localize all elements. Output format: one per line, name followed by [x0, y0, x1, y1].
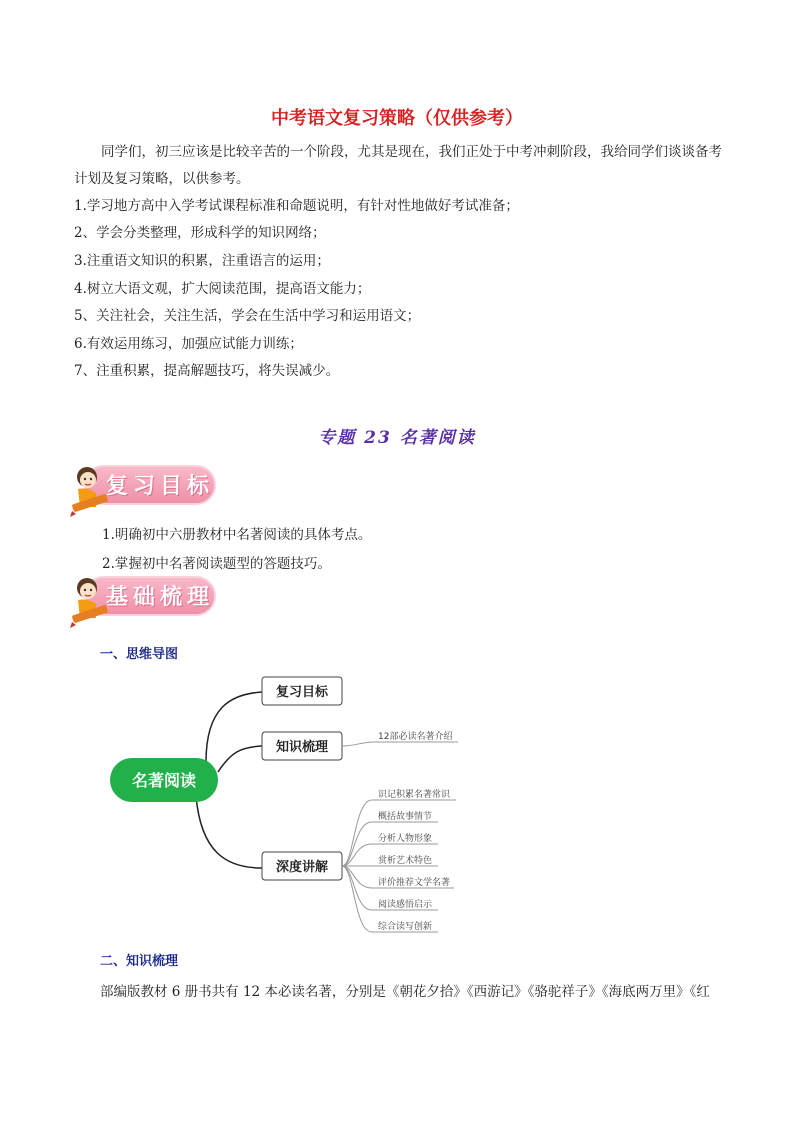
goal-item-2: 2.掌握初中名著阅读题型的答题技巧。 [102, 556, 331, 572]
branch-label-goals: 复习目标 [275, 685, 329, 700]
strategy-item-6: 6.有效运用练习，加强应试能力训练； [74, 336, 303, 352]
topic-title: 专题 23 名著阅读 [318, 428, 476, 448]
girl-with-pencil-icon [70, 463, 110, 519]
leaf-label-deep-5: 评价推荐文学名著 [378, 878, 451, 888]
branch-label-knowledge: 知识梳理 [275, 740, 329, 755]
strategy-item-1: 1.学习地方高中入学考试课程标准和命题说明，有针对性地做好考试准备； [74, 198, 519, 214]
goal-item-1: 1.明确初中六册教材中名著阅读的具体考点。 [102, 527, 372, 543]
branch-line-deep [196, 796, 262, 868]
intro-paragraph: 同学们，初三应该是比较辛苦的一个阶段，尤其是现在，我们正处于中考冲刺阶段，我给同学们谈谈备考计划及复习策略，以供参考。 [74, 144, 722, 187]
leaf-label-knowledge: 12部必读名著介绍 [378, 732, 453, 742]
knowledge-paragraph: 部编版教材 6 册书共有 12 本必读名著，分别是《朝花夕拾》《西游记》《骆驼祥子》《海底两万里》《红 [100, 984, 710, 1000]
mind-map-diagram [106, 672, 466, 936]
center-node-label: 名著阅读 [131, 771, 197, 790]
strategy-item-7: 7、注重积累，提高解题技巧，将失误减少。 [74, 363, 340, 379]
review-goals-banner [70, 463, 220, 507]
branch-label-deep: 深度讲解 [275, 860, 329, 875]
basic-review-label: 基础梳理 [106, 585, 215, 610]
leaf-label-deep-4: 赏析艺术特色 [378, 856, 433, 866]
strategy-item-5: 5、关注社会，关注生活，学会在生活中学习和运用语文； [74, 308, 421, 324]
girl-with-pencil-icon [70, 574, 110, 630]
branch-line-knowledge [218, 746, 262, 772]
leaf-label-deep-6: 阅读感悟启示 [378, 900, 433, 910]
leaf-label-deep-7: 综合读写创新 [378, 922, 433, 932]
leaf-label-deep-1: 识记积累名著常识 [378, 790, 451, 800]
strategy-item-4: 4.树立大语文观，扩大阅读范围，提高语文能力； [74, 281, 371, 297]
strategy-item-3: 3.注重语文知识的积累，注重语言的运用； [74, 253, 330, 269]
strategy-item-2: 2、学会分类整理，形成科学的知识网络； [74, 225, 326, 241]
leaf-label-deep-2: 概括故事情节 [378, 812, 433, 822]
knowledge-heading: 二、知识梳理 [100, 954, 179, 969]
branch-line-goals [206, 692, 262, 762]
basic-review-banner [70, 574, 220, 618]
document-title: 中考语文复习策略（仅供参考） [271, 108, 523, 129]
leaf-line-knowledge [342, 742, 458, 746]
leaf-label-deep-3: 分析人物形象 [378, 834, 433, 844]
mind-map-heading: 一、思维导图 [100, 647, 179, 662]
review-goals-label: 复习目标 [106, 474, 215, 499]
